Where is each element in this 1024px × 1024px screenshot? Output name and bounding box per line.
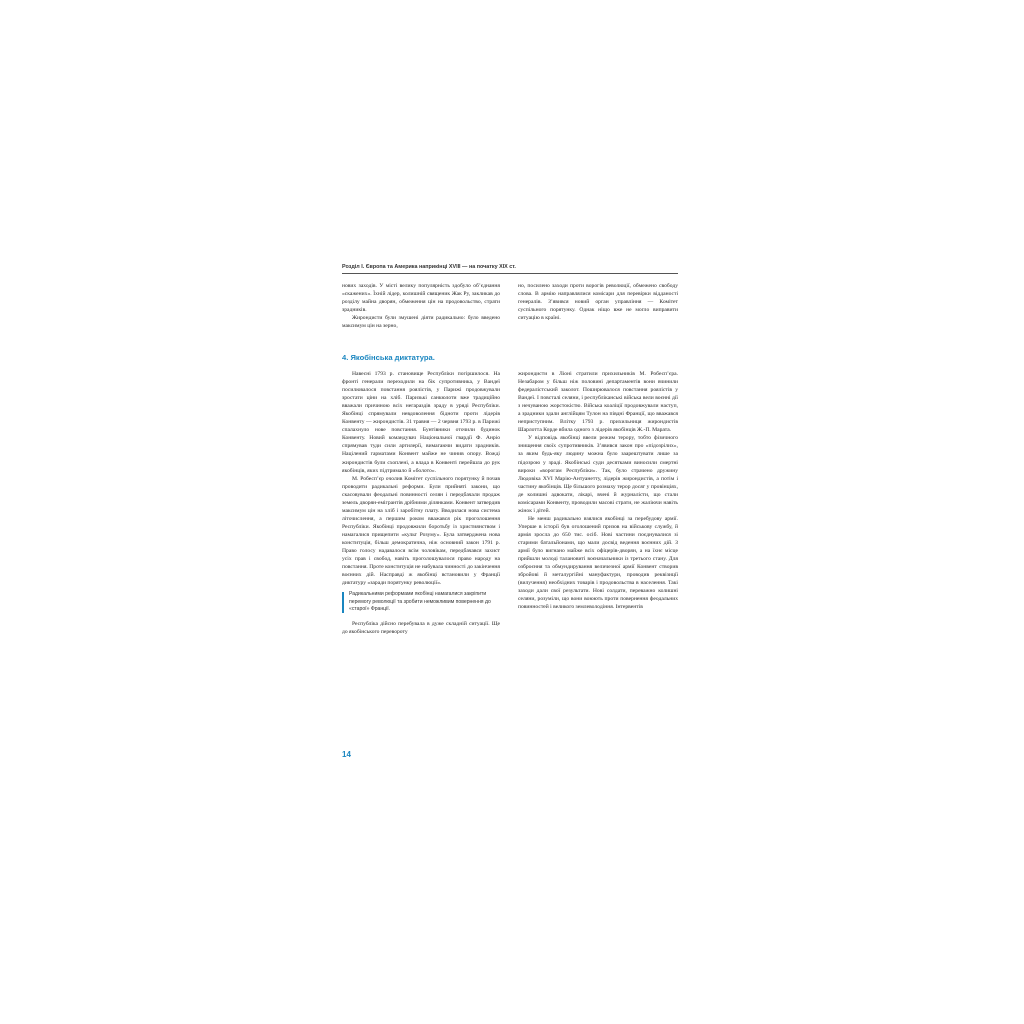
top-left-column	[342, 282, 500, 330]
paragraph: но, посилено заходи проти ворогів революції, обмежено свободу слова. В армію направлялися комісари для перевірки відданості генералів. З’явився новий орган управління — Комітет суспільного порятунку. Однак ніщо вже не могло виправити ситуацію в країні.	[518, 283, 678, 322]
paragraph: Навесні 1793 р. становище Республіки погіршилося. На фронті генерали переходили на бік супротивника, у Вандеї посилювалося повстання роялістів, у Парижі продовжували зростати ціни на хліб. Паризькі санкюлоти вже традиційно вважали причиною всіх негараздів зраду в уряді Республіки. Якобінці спрямували невдоволення бідноти проти лідерів Конвенту — жирондистів. 31 травня — 2 червня 1793 р. в Парижі спалахнуло нове повстання. Бунтівники оточили будинок Конвенту. Новий командувач Національної гвардії Ф. Анріо спрямував туди сили артилерії, вимагаючи видати зрадників. Націлений гарматами Конвент майже не чинив опору. Вожді жирондистів були схоплені, а влада в Конвенті перейшла до рук якобінців, яких підтримало й «болото».	[342, 371, 500, 474]
paragraph: У відповідь якобінці ввели режим терору, тобто фізичного знищення своїх супротивників. З’явився закон про «підозрілих», за яким будь-яку людину можна було заарештувати лише за підозрою у зраді. Якобінські суди десятками виносили смертні вироки «ворогам Республіки». Так, було страчено дружину Людовіка XVI Марію-Антуанетту, лідерів жирондистів, а потім і частину якобінців. Ще більшого розмаху терор досяг у провінціях, де колишні адвокати, лікарі, вчені й журналісти, що стали комісарами Конвенту, проводили масові страти, не жаліючи навіть жінок і дітей.	[518, 435, 678, 514]
key-idea-callout	[342, 591, 500, 614]
section-heading: 4. Якобінська диктатура.	[342, 353, 435, 362]
callout-text: Радикальними реформами якобінці намагалися закріпити перемогу революції та зробити неможливим повернення до «старої» Франції.	[349, 591, 491, 613]
main-left-column	[342, 370, 500, 636]
paragraph: Не менш радикально взялися якобінці за перебудову армії. Уперше в історії був оголошений призов на військову службу, й армія зросла до 650 тис. осіб. Нові частини поєднувалися зі старими батальйонами, що мали досвід ведення воєнних дій. З армії було вигнано майже всіх офіцерів-дворян, а на їхнє місце прийшли молоді талановиті воєначальники із третього стану. Для озброєння та обмундирування величезної армії Конвент створив збройові й металургійні мануфактури, проводив реквізиції (вилучення) необхідних товарів і продовольства в населення. Такі заходи дали свої результати. Нові солдати, переважно колишні селяни, розуміли, що вони воюють проти повернення феодальних повинностей і великого землеволодіння. Інтервентів	[518, 515, 678, 611]
top-right-column	[518, 282, 678, 322]
paragraph: нових заходів. У місті велику популярність здобуло об’єднання «скажених». Їхній лідер, колишній священик Жак Ру, закликав до розділу майна дворян, обмеження цін на продовольство, страти зрадників.	[342, 283, 500, 314]
textbook-page	[342, 258, 678, 768]
running-header: Розділ І. Європа та Америка наприкінці XVIII — на початку XIX ст.	[342, 264, 516, 270]
paragraph: Республіка дійсно перебувала в дуже складній ситуації. Ще до якобінського перевороту	[342, 621, 500, 636]
page-number: 14	[342, 750, 351, 759]
paragraph: Жирондисти були змушені діяти радикально: було введено максимум цін на зерно,	[342, 315, 500, 330]
header-rule	[342, 273, 678, 274]
paragraph: М. Робесп’єр очолив Комітет суспільного порятунку й почав проводити радикальні реформи. Були прийняті закони, що скасовували феодальні повинності селян і передбачали продаж земель дворян-емігрантів дрібними ділянками. Конвент затвердив максимум цін на хліб і заробітну плату. Вводилася нова система літочислення, а першим роком вважався рік проголошення Республіки. Якобінці продовжили боротьбу із християнством і намагалися прищепити «культ Розуму». Була затверджена нова конституція, більш демократична, ніж основний закон 1791 р. Право голосу надавалося всім чоловікам, передбачався захист усіх прав і свобод, навіть проголошувалося право народу на повстання. Проте конституція не набувала чинності до закінчення воєнних дій. Насправді ж якобінці встановили у Франції диктатуру «заради порятунку революції».	[342, 475, 500, 587]
main-right-column	[518, 370, 678, 611]
callout-accent-bar	[342, 592, 344, 613]
paragraph: жирондисти в Ліоні стратили прихильників М. Робесп’єра. Незабаром у більш ніж половині департаментів вони вчинили федералістський заколот. Поширювалося повстання роялістів у Вандеї. І повсталі селяни, і республіканські війська вели воєнні дії з нечуваною жорстокістю. Війська коаліції продовжували наступ, а зрадники здали англійцям Тулон на півдні Франції, що вважався неприступним. Влітку 1793 р. прихильниця жирондистів Шарлотта Корде вбила одного з лідерів якобінців Ж.-П. Марата.	[518, 371, 678, 434]
